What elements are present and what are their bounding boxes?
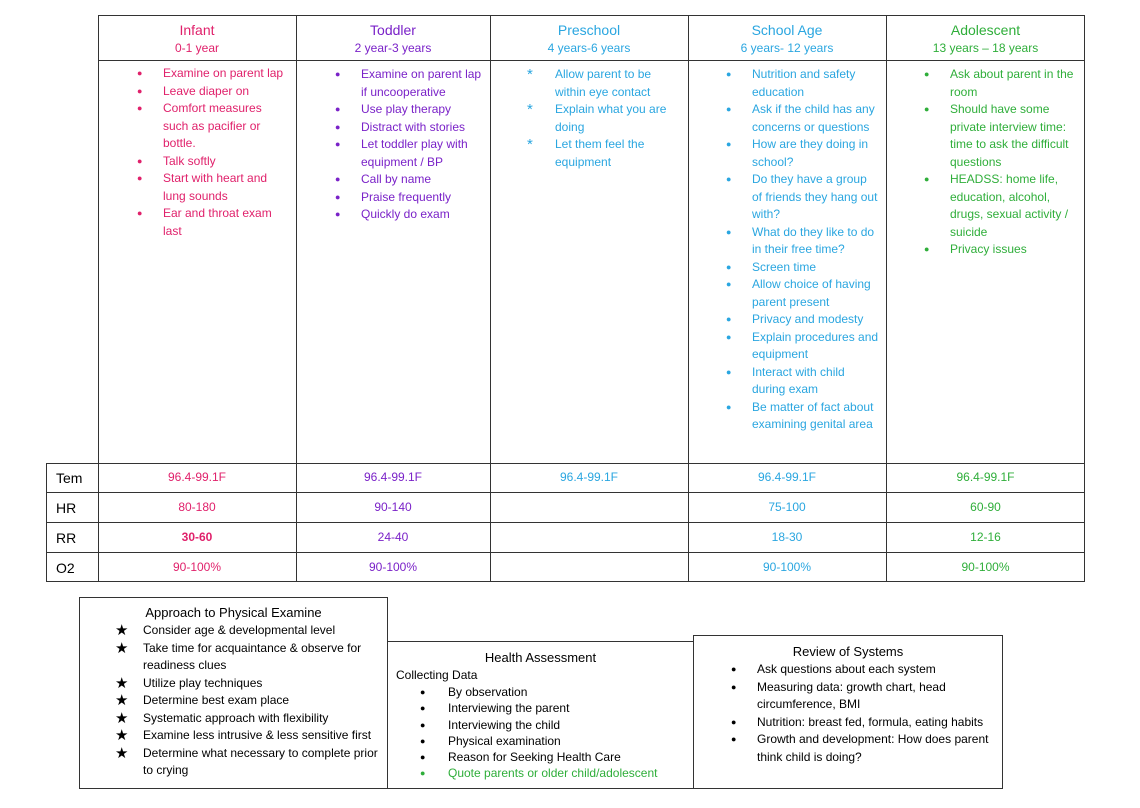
- o2-toddler: 90-100%: [368, 560, 418, 574]
- list-item: ● Do they have a group of friends they hang out with?: [726, 172, 878, 221]
- list-item: ● Interact with child during exam: [726, 364, 845, 396]
- list-item: ● Screen time: [724, 259, 879, 277]
- bullet-icon: ●: [726, 69, 732, 79]
- list-item: ● Leave diaper on: [135, 83, 290, 101]
- bullet-icon: ●: [335, 104, 341, 114]
- list-item: ● Interviewing the parent: [420, 701, 570, 716]
- header-preschool-sub: 4 years-6 years: [547, 41, 631, 55]
- row-label-rr: RR: [56, 530, 77, 546]
- list-item: ● Ask about parent in the room: [924, 67, 1074, 99]
- adolescent-list: [922, 66, 1080, 259]
- list-item: ● Distract with stories: [333, 119, 483, 137]
- list-item: ● Ask questions about each system: [729, 661, 997, 679]
- bullet-icon: ●: [726, 174, 732, 184]
- bullet-icon: ●: [335, 69, 341, 79]
- hr-school-age: 75-100: [768, 500, 806, 514]
- list-item: ★ Determine what necessary to complete prior to crying: [115, 744, 378, 777]
- header-preschool: [490, 15, 688, 55]
- bullet-icon: ●: [924, 69, 930, 79]
- header-preschool-title: Preschool: [557, 22, 621, 38]
- bullet-icon: ●: [420, 719, 426, 730]
- list-item: ● Nutrition and safety education: [726, 67, 856, 99]
- list-item: ● Call by name: [333, 171, 483, 189]
- list-item: ★ Determine best exam place: [115, 692, 290, 709]
- bullet-icon: ●: [335, 139, 341, 149]
- bullet-icon: ●: [420, 703, 426, 714]
- list-item: ● Quote parents or older child/adolescent: [420, 766, 658, 781]
- bullet-icon: ●: [420, 768, 426, 779]
- approach-list: [115, 622, 380, 780]
- list-item: ● Explain procedures and equipment: [726, 329, 879, 361]
- list-item: ● Reason for Seeking Health Care: [420, 750, 621, 765]
- list-item: ● Quickly do exam: [333, 206, 483, 224]
- list-item: ★ Systematic approach with flexibility: [115, 709, 329, 727]
- star-icon: ★: [115, 622, 129, 639]
- o2-school-age: 90-100%: [762, 560, 812, 574]
- approach-title: Approach to Physical Examine: [145, 605, 322, 620]
- rr-adolescent: 12-16: [970, 530, 1001, 544]
- hr-toddler: 90-140: [374, 500, 412, 514]
- list-item: ● By observation: [420, 685, 528, 699]
- list-item: ● Be matter of fact about examining genital area: [726, 399, 874, 431]
- bullet-icon: ●: [726, 314, 732, 324]
- preschool-list: [527, 66, 677, 171]
- star-icon: ★: [115, 692, 129, 709]
- bullet-icon: ●: [137, 155, 143, 166]
- health-subtitle: Collecting Data: [396, 668, 478, 682]
- header-infant-title: Infant: [179, 22, 215, 38]
- bullet-icon: ●: [924, 244, 930, 254]
- rr-school-age: 18-30: [771, 530, 803, 544]
- list-item: * Allow parent to be within eye contact: [527, 66, 652, 99]
- bullet-icon: ●: [924, 174, 930, 184]
- header-adolescent: [886, 15, 1085, 55]
- star-icon: *: [527, 101, 533, 118]
- list-item: ● Examine on parent lap: [135, 65, 290, 83]
- bullet-icon: ●: [726, 139, 732, 149]
- bullet-icon: ●: [731, 681, 737, 692]
- rr-infant: 30-60: [181, 530, 213, 544]
- col-sep-2: [490, 15, 491, 464]
- row-label-tem: Tem: [56, 470, 83, 486]
- list-item: ● Let toddler play with equipment / BP: [335, 137, 468, 169]
- list-item: ● Growth and development: How does parent think child is doing?: [731, 732, 989, 764]
- list-item: ★ Utilize play techniques: [115, 674, 263, 692]
- list-item: ● Should have some private interview time: time to ask the difficult questions: [924, 102, 1069, 169]
- star-icon: ★: [115, 727, 129, 744]
- bullet-icon: ●: [335, 209, 341, 219]
- list-item: ● Talk softly: [135, 153, 290, 171]
- list-item: ● Physical examination: [420, 733, 561, 748]
- bullet-icon: ●: [137, 85, 143, 96]
- list-item: ● Start with heart and lung sounds: [137, 171, 268, 203]
- bullet-icon: ●: [731, 734, 737, 744]
- list-item: * Let them feel the equipment: [527, 136, 645, 169]
- bullet-icon: ●: [335, 174, 341, 184]
- bullet-icon: ●: [731, 664, 737, 674]
- row-label-o2: O2: [56, 560, 75, 576]
- vitals-row-line-2: [46, 522, 1085, 523]
- bullet-icon: ●: [726, 279, 732, 289]
- review-title: Review of Systems: [792, 644, 904, 659]
- hr-infant: 80-180: [178, 500, 216, 514]
- tem-infant: 96.4-99.1F: [167, 470, 227, 484]
- bullet-icon: ●: [137, 173, 143, 183]
- bullet-icon: ●: [726, 104, 732, 114]
- list-item: ● Use play therapy: [333, 101, 483, 119]
- col-sep-4: [886, 15, 887, 464]
- bullet-icon: ●: [726, 261, 732, 272]
- bullet-icon: ●: [335, 121, 341, 132]
- header-infant: [98, 15, 296, 55]
- list-item: ● What do they like to do in their free time?: [726, 224, 875, 256]
- rr-toddler: 24-40: [377, 530, 409, 544]
- tem-adolescent: 96.4-99.1F: [956, 470, 1015, 484]
- header-toddler: [296, 15, 490, 55]
- tem-preschool: 96.4-99.1F: [559, 470, 619, 484]
- bullet-icon: ●: [137, 208, 143, 218]
- bullet-icon: ●: [137, 103, 143, 113]
- list-item: ● Allow choice of having parent present: [726, 277, 871, 309]
- star-icon: *: [527, 66, 533, 83]
- star-icon: ★: [115, 744, 129, 762]
- tem-toddler: 96.4-99.1F: [363, 470, 423, 484]
- star-icon: ★: [115, 709, 129, 727]
- list-item: * Explain what you are doing: [527, 101, 667, 134]
- header-school-age-title: School Age: [751, 22, 823, 38]
- list-item: ● Interviewing the child: [420, 717, 561, 732]
- infant-list: [135, 65, 290, 240]
- row-label-hr: HR: [56, 500, 77, 516]
- col-sep-3: [688, 15, 689, 464]
- list-item: ● Privacy and modesty: [724, 311, 879, 329]
- bullet-icon: ●: [726, 401, 732, 412]
- list-item: ● Comfort measures such as pacifier or bottle.: [137, 101, 262, 150]
- health-title: Health Assessment: [484, 650, 597, 665]
- bullet-icon: ●: [726, 331, 732, 342]
- school-age-list: [724, 66, 879, 434]
- star-icon: ★: [115, 639, 129, 657]
- bullet-icon: ●: [731, 716, 737, 727]
- list-item: ● Ask if the child has any concerns or questions: [726, 102, 875, 134]
- list-item: ● Measuring data: growth chart, head circumference, BMI: [731, 679, 946, 711]
- header-school-age-sub: 6 years- 12 years: [740, 41, 834, 55]
- star-icon: ★: [115, 674, 129, 692]
- bullet-icon: ●: [335, 191, 341, 202]
- list-item: ★ Examine less intrusive & less sensitive first: [115, 727, 372, 744]
- o2-infant: 90-100%: [172, 560, 222, 574]
- o2-adolescent: 90-100%: [961, 560, 1010, 574]
- review-list: [729, 661, 997, 766]
- list-item: ● Ear and throat exam last: [137, 206, 272, 238]
- hr-adolescent: 60-90: [970, 500, 1001, 514]
- bullet-icon: ●: [726, 226, 732, 237]
- bullet-icon: ●: [726, 366, 732, 377]
- header-toddler-title: Toddler: [370, 22, 416, 38]
- header-school-age: [688, 15, 886, 55]
- vitals-row-line-1: [46, 492, 1085, 493]
- header-infant-sub: 0-1 year: [174, 41, 220, 55]
- star-icon: *: [527, 136, 533, 153]
- vitals-row-line-3: [46, 552, 1085, 553]
- list-item: ● Nutrition: breast fed, formula, eating habits: [729, 714, 997, 732]
- toddler-list: [333, 66, 483, 224]
- list-item: ★ Take time for acquaintance & observe for readiness clues: [115, 639, 362, 672]
- tem-school-age: 96.4-99.1F: [757, 470, 817, 484]
- header-adolescent-sub: 13 years – 18 years: [932, 41, 1039, 55]
- list-item: ★ Consider age & developmental level: [115, 622, 336, 639]
- list-item: ● Privacy issues: [922, 241, 1080, 259]
- list-item: ● Examine on parent lap if uncooperative: [335, 67, 482, 99]
- header-adolescent-title: Adolescent: [950, 22, 1021, 38]
- header-toddler-sub: 2 year-3 years: [354, 41, 432, 55]
- health-list: [404, 684, 689, 782]
- bullet-icon: ●: [420, 752, 426, 763]
- bullet-icon: ●: [420, 735, 426, 746]
- bullet-icon: ●: [137, 68, 143, 78]
- list-item: ● Praise frequently: [333, 189, 483, 207]
- bullet-icon: ●: [420, 687, 426, 697]
- list-item: ● How are they doing in school?: [726, 137, 869, 169]
- bullet-icon: ●: [924, 104, 930, 114]
- list-item: ● HEADSS: home life, education, alcohol, drugs, sexual activity / suicide: [924, 172, 1069, 239]
- col-sep-1: [296, 15, 297, 464]
